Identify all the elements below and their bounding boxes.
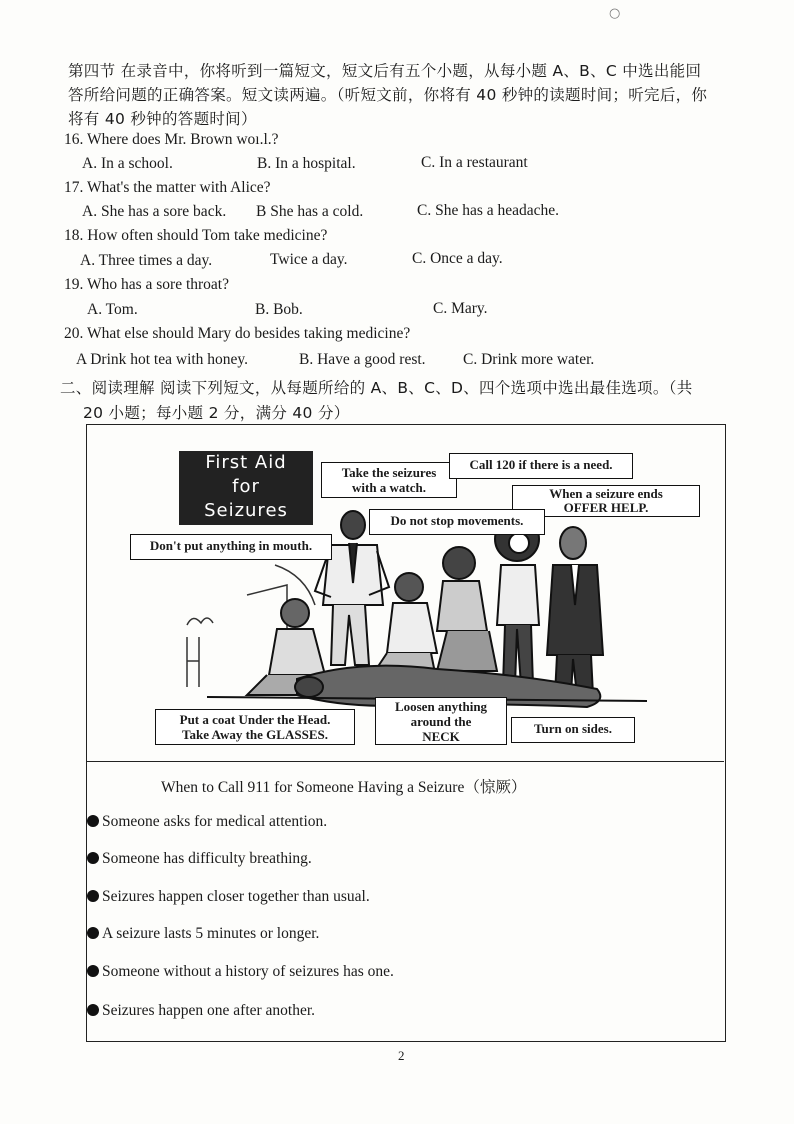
question-20-option-a: A Drink hot tea with honey. [76, 351, 249, 368]
question-17-option-a: A. She has a sore back. [82, 203, 227, 220]
question-16-option-a: A. In a school. [82, 155, 173, 172]
question-17-stem: 17. What's the matter with Alice? [64, 179, 271, 196]
bubble-coat-glasses [155, 709, 355, 745]
question-20-stem: 20. What else should Mary do besides taking medicine? [64, 325, 411, 342]
question-18-stem: 18. How often should Tom take medicine? [64, 227, 328, 244]
bubble-neck-line1: Loosen anything [394, 699, 488, 714]
sign-line3: Seizures [204, 500, 288, 521]
man-in-suit-figure [547, 527, 603, 695]
question-19-option-b: B. Bob. [255, 301, 303, 318]
notice-title: When to Call 911 for Someone Having a Seizure（惊厥） [161, 779, 527, 796]
page-number: 2 [398, 1048, 405, 1063]
first-aid-sign [179, 451, 313, 525]
corner-mark: ○ [609, 6, 621, 21]
section2-instruction-line2: 20 小题；每小题 2 分，满分 40 分） [83, 404, 350, 422]
notice-item-1: Someone asks for medical attention. [87, 813, 327, 831]
first-aid-cartoon [87, 425, 724, 762]
bubble-coat-line1: Put a coat Under the Head. [179, 712, 331, 727]
bubble-loosen-neck [375, 697, 507, 745]
bullet-dot-icon [87, 890, 99, 902]
sign-line1: First Aid [205, 452, 287, 473]
bullet-dot-icon [87, 815, 99, 827]
bubble-call-120: Call 120 if there is a need. [449, 453, 633, 479]
section2-instruction-line1: 二、阅读理解 阅读下列短文，从每题所给的 A、B、C、D、四个选项中选出最佳选项。（共 [60, 379, 693, 397]
question-17-option-b: B She has a cold. [256, 203, 364, 220]
question-18-option-a: A. Three times a day. [80, 252, 213, 269]
question-19-option-a: A. Tom. [87, 301, 138, 318]
bubble-offer-line1: When a seizure ends [549, 486, 663, 501]
section4-instruction-line3: 将有 40 秒钟的答题时间） [68, 110, 257, 128]
question-19-stem: 19. Who has a sore throat? [64, 276, 229, 293]
notice-item-6: Seizures happen one after another. [87, 1002, 315, 1020]
bubble-coat-line2: Take Away the GLASSES. [182, 727, 328, 742]
notice-item-4: A seizure lasts 5 minutes or longer. [87, 925, 319, 943]
bubble-neck-line2: around the [410, 714, 472, 729]
notice-item-3: Seizures happen closer together than usual. [87, 888, 370, 906]
reading-passage-box [86, 424, 726, 1042]
question-16-stem: 16. Where does Mr. Brown woı.l.? [64, 131, 279, 148]
notice-item-5: Someone without a history of seizures has one. [87, 963, 394, 981]
bubble-time-seizures [321, 462, 457, 498]
question-19-option-c: C. Mary. [433, 300, 488, 317]
bullet-dot-icon [87, 1004, 99, 1016]
question-16-option-b: B. In a hospital. [257, 155, 356, 172]
sign-line2: for [232, 476, 260, 497]
bubble-time-line1: Take the seizures [341, 465, 437, 480]
bullet-dot-icon [87, 927, 99, 939]
question-18-option-b: Twice a day. [270, 251, 348, 268]
bubble-do-not-stop: Do not stop movements. [369, 509, 545, 535]
question-17-option-c: C. She has a headache. [417, 202, 560, 219]
bubble-neck-line3: NECK [422, 729, 460, 744]
question-20-option-c: C. Drink more water. [463, 351, 595, 368]
bubble-offer-line2: OFFER HELP. [563, 500, 649, 515]
section4-instruction-line2: 答所给问题的正确答案。短文读两遍。（听短文前，你将有 40 秒钟的读题时间；听完后，你 [68, 86, 708, 104]
bubble-turn-on-sides: Turn on sides. [511, 717, 635, 743]
question-16-option-c: C. In a restaurant [421, 154, 528, 171]
question-20-option-b: B. Have a good rest. [299, 351, 426, 368]
bullet-dot-icon [87, 852, 99, 864]
bubble-nothing-in-mouth: Don't put anything in mouth. [130, 534, 332, 560]
question-18-option-c: C. Once a day. [412, 250, 503, 267]
bullet-dot-icon [87, 965, 99, 977]
kneeling-woman-figure [437, 547, 497, 671]
woman-afro-figure [495, 517, 539, 685]
notice-item-2: Someone has difficulty breathing. [87, 850, 312, 868]
bubble-time-line2: with a watch. [351, 480, 427, 495]
section4-instruction-line1: 第四节 在录音中，你将听到一篇短文，短文后有五个小题，从每小题 A、B、C 中选出能回 [68, 62, 702, 80]
